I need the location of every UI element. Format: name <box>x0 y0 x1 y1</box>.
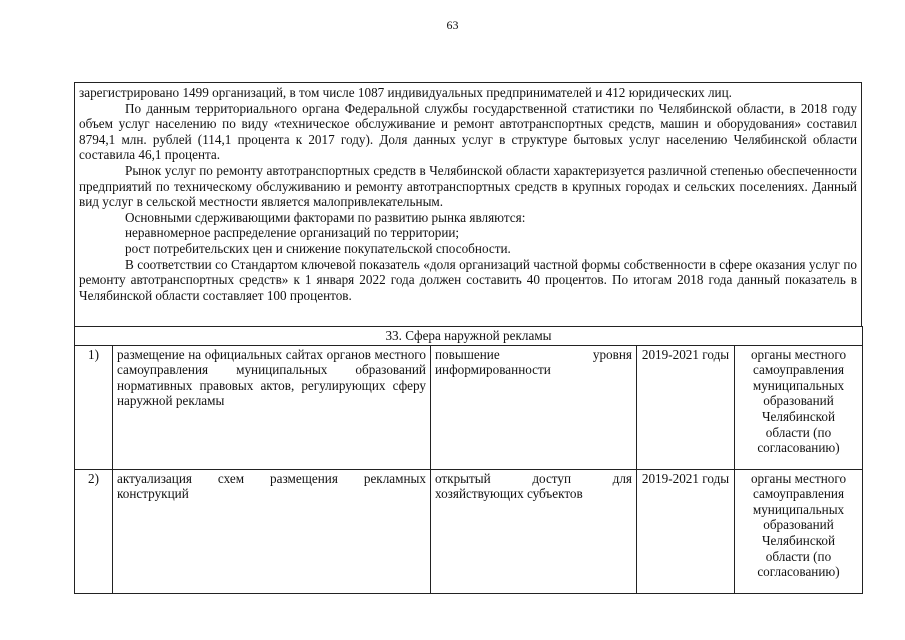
paragraph: Основными сдерживающими факторами по развитию рынка являются: <box>125 209 526 225</box>
row-number: 1) <box>75 345 113 469</box>
page-number: 63 <box>446 18 459 32</box>
result-cell: повышение уровня информированности <box>431 345 637 469</box>
table-row <box>75 469 863 593</box>
paragraph: По данным территориального органа Федеральной службы государственной статистики по Челябинской области, в 2018 году объем услуг населению по виду «техническое обслуживание и ремонт автотранспортных средств, машин и оборудования» составил 8794,1 млн. рублей (114,1 процента к 2017 году). Доля данных услуг в структуре бытовых услуг населению Челябинской области составила 46,1 процента. <box>79 100 857 163</box>
result-cell: открытый доступ для хозяйствующих субъектов <box>431 469 637 593</box>
paragraph: зарегистрировано 1499 организаций, в том числе 1087 индивидуальных предпринимателей и 412 юридических лиц. <box>79 85 732 100</box>
list-item: неравномерное распределение организаций по территории; <box>125 225 460 241</box>
responsible-cell: органы местного самоуправления муниципальных образований Челябинской области (по согласованию) <box>735 345 863 469</box>
paragraph: В соответствии со Стандартом ключевой показатель «доля организаций частной формы собственности в сфере оказания услуг по ремонту автотранспортных средств» к 1 января 2022 года должен составить 40 процентов. По итогам 2018 года данный показатель в Челябинской области составляет 100 процентов. <box>79 256 857 303</box>
measures-table <box>74 326 863 594</box>
period-cell: 2019-2021 годы <box>637 345 735 469</box>
table-row <box>75 345 863 469</box>
list-item: рост потребительских цен и снижение покупательской способности. <box>125 240 511 256</box>
measure-cell: актуализация схем размещения рекламных конструкций <box>113 469 431 593</box>
paragraph: Рынок услуг по ремонту автотранспортных средств в Челябинской области характеризуется различной степенью обеспеченности предприятий по техническому обслуживанию и ремонту автотранспортных средств в крупных городах и сельских поселениях. Данный вид услуг в сельской местности является малопривлекательным. <box>79 162 857 210</box>
measure-cell: размещение на официальных сайтах органов местного самоуправления муниципальных образований нормативных правовых актов, регулирующих сферу наружной рекламы <box>113 345 431 469</box>
section-title: 33. Сфера наружной рекламы <box>75 327 863 346</box>
body-text <box>74 82 862 326</box>
responsible-cell: органы местного самоуправления муниципальных образований Челябинской области (по согласованию) <box>735 469 863 593</box>
section-header-row <box>75 327 863 346</box>
period-cell: 2019-2021 годы <box>637 469 735 593</box>
row-number: 2) <box>75 469 113 593</box>
